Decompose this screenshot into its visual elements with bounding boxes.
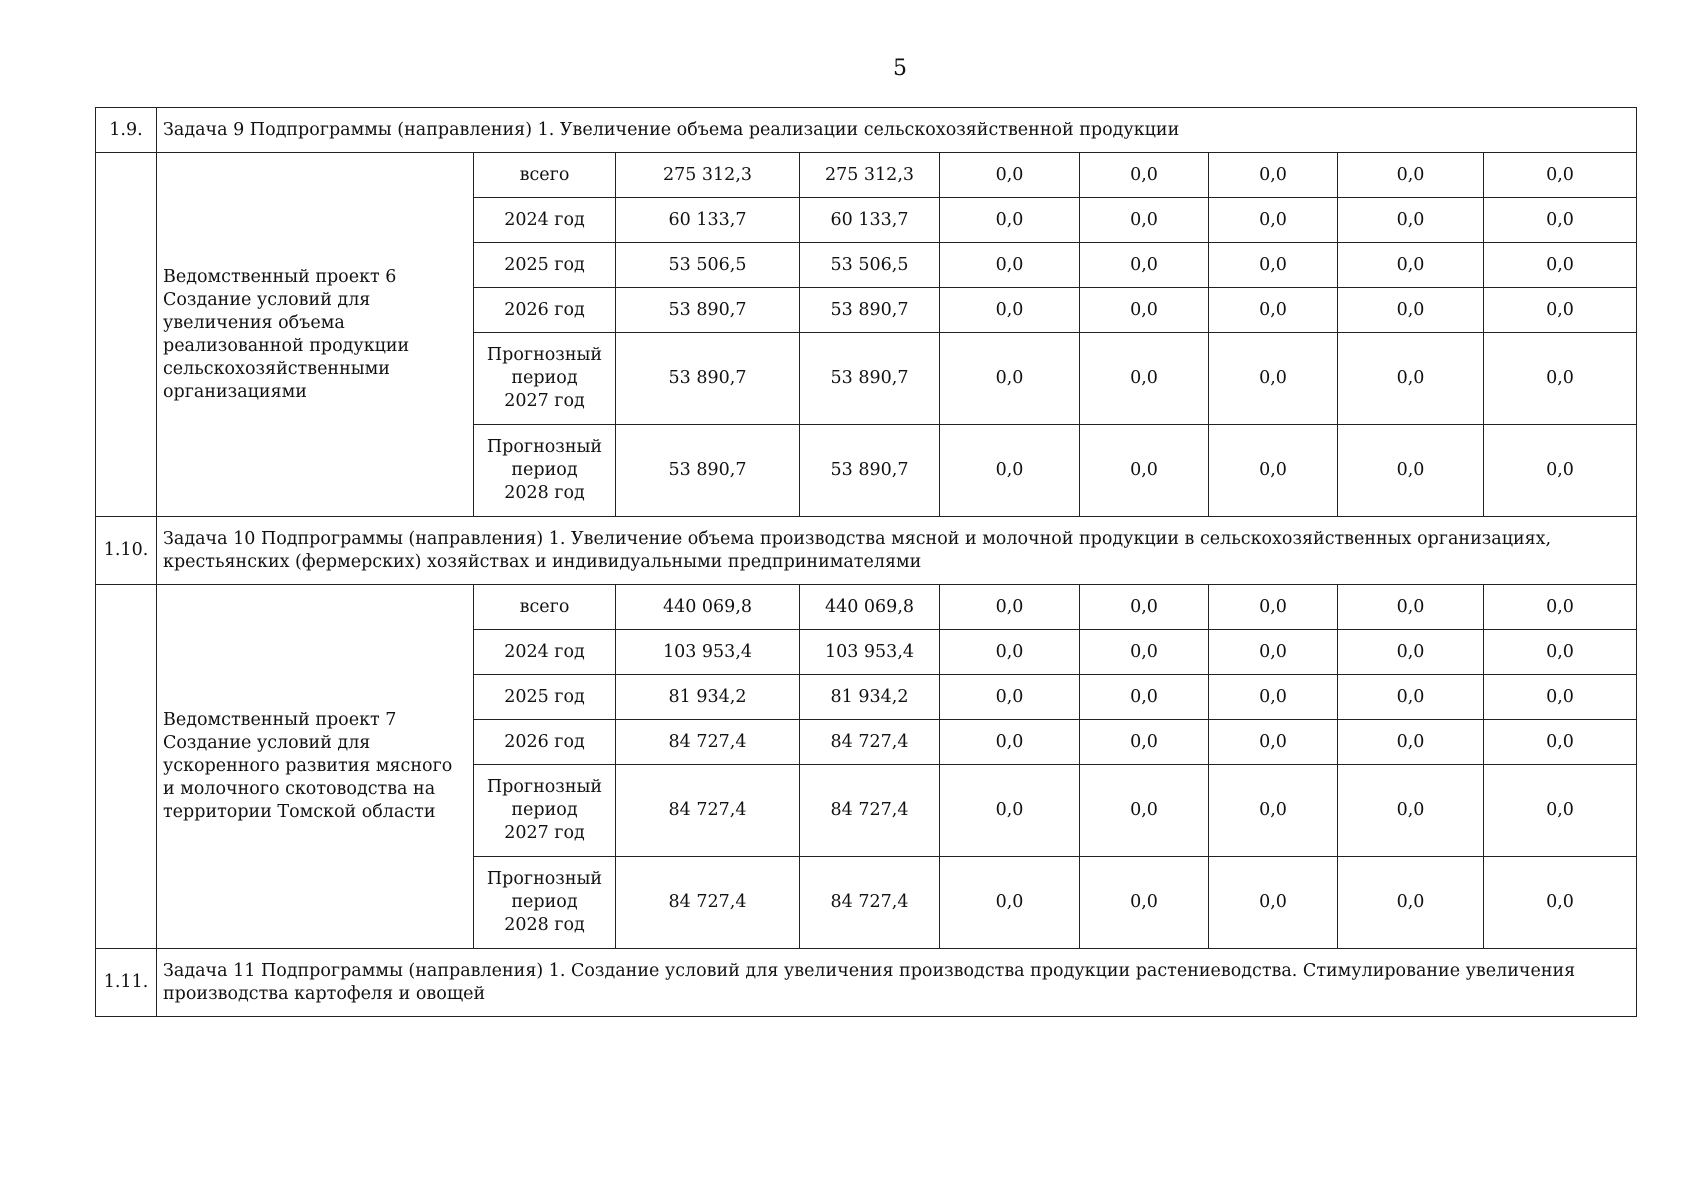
value-cell: 53 890,7 bbox=[800, 288, 940, 333]
value-cell: 0,0 bbox=[1484, 857, 1637, 949]
value-cell: 440 069,8 bbox=[800, 585, 940, 630]
value-cell: 0,0 bbox=[1484, 243, 1637, 288]
value-cell: 0,0 bbox=[1080, 765, 1209, 857]
value-cell: 84 727,4 bbox=[800, 765, 940, 857]
value-cell: 0,0 bbox=[1080, 857, 1209, 949]
value-cell: 275 312,3 bbox=[800, 153, 940, 198]
value-cell: 0,0 bbox=[1338, 857, 1484, 949]
task-row bbox=[96, 949, 1637, 1017]
value-cell: 0,0 bbox=[1484, 198, 1637, 243]
value-cell: 0,0 bbox=[1338, 243, 1484, 288]
value-cell: 0,0 bbox=[1484, 288, 1637, 333]
project-name: Ведомственный проект 7 Создание условий для ускоренного развития мясного и молочного скотоводства на территории Томской области bbox=[157, 585, 474, 949]
value-cell: 0,0 bbox=[940, 288, 1080, 333]
value-cell: 0,0 bbox=[1338, 720, 1484, 765]
value-cell: 0,0 bbox=[1209, 857, 1338, 949]
table-row bbox=[96, 153, 1637, 198]
period-cell: всего bbox=[474, 153, 616, 198]
value-cell: 84 727,4 bbox=[800, 720, 940, 765]
table-body bbox=[96, 108, 1637, 1017]
budget-table bbox=[95, 107, 1637, 1017]
value-cell: 0,0 bbox=[940, 585, 1080, 630]
value-cell: 53 890,7 bbox=[800, 333, 940, 425]
value-cell: 0,0 bbox=[1209, 333, 1338, 425]
value-cell: 0,0 bbox=[1484, 425, 1637, 517]
value-cell: 81 934,2 bbox=[616, 675, 800, 720]
value-cell: 0,0 bbox=[1338, 765, 1484, 857]
empty-number-cell bbox=[96, 585, 157, 949]
value-cell: 0,0 bbox=[1080, 425, 1209, 517]
value-cell: 0,0 bbox=[1080, 198, 1209, 243]
value-cell: 84 727,4 bbox=[616, 765, 800, 857]
value-cell: 0,0 bbox=[1484, 585, 1637, 630]
period-cell: Прогнозный период 2028 год bbox=[474, 857, 616, 949]
value-cell: 0,0 bbox=[1209, 720, 1338, 765]
value-cell: 60 133,7 bbox=[800, 198, 940, 243]
value-cell: 84 727,4 bbox=[616, 720, 800, 765]
value-cell: 0,0 bbox=[1080, 243, 1209, 288]
value-cell: 0,0 bbox=[1484, 765, 1637, 857]
value-cell: 0,0 bbox=[1080, 585, 1209, 630]
value-cell: 0,0 bbox=[1080, 675, 1209, 720]
task-row bbox=[96, 517, 1637, 585]
value-cell: 275 312,3 bbox=[616, 153, 800, 198]
value-cell: 0,0 bbox=[1338, 675, 1484, 720]
value-cell: 0,0 bbox=[940, 425, 1080, 517]
period-cell: Прогнозный период 2027 год bbox=[474, 333, 616, 425]
value-cell: 0,0 bbox=[1080, 720, 1209, 765]
value-cell: 0,0 bbox=[940, 333, 1080, 425]
value-cell: 0,0 bbox=[1484, 720, 1637, 765]
value-cell: 0,0 bbox=[1338, 630, 1484, 675]
value-cell: 84 727,4 bbox=[800, 857, 940, 949]
period-cell: 2024 год bbox=[474, 630, 616, 675]
empty-number-cell bbox=[96, 153, 157, 517]
value-cell: 0,0 bbox=[940, 243, 1080, 288]
value-cell: 53 890,7 bbox=[616, 288, 800, 333]
value-cell: 0,0 bbox=[940, 765, 1080, 857]
value-cell: 53 890,7 bbox=[616, 425, 800, 517]
value-cell: 0,0 bbox=[1209, 765, 1338, 857]
value-cell: 0,0 bbox=[1484, 333, 1637, 425]
value-cell: 0,0 bbox=[1209, 243, 1338, 288]
value-cell: 81 934,2 bbox=[800, 675, 940, 720]
value-cell: 60 133,7 bbox=[616, 198, 800, 243]
table-row bbox=[96, 585, 1637, 630]
value-cell: 0,0 bbox=[1080, 153, 1209, 198]
value-cell: 440 069,8 bbox=[616, 585, 800, 630]
value-cell: 0,0 bbox=[1209, 288, 1338, 333]
value-cell: 0,0 bbox=[1338, 288, 1484, 333]
value-cell: 0,0 bbox=[1080, 630, 1209, 675]
value-cell: 0,0 bbox=[940, 153, 1080, 198]
project-name: Ведомственный проект 6 Создание условий для увеличения объема реализованной продукции сельскохозяйственными организациями bbox=[157, 153, 474, 517]
value-cell: 53 890,7 bbox=[800, 425, 940, 517]
value-cell: 103 953,4 bbox=[800, 630, 940, 675]
value-cell: 0,0 bbox=[1080, 333, 1209, 425]
value-cell: 53 506,5 bbox=[616, 243, 800, 288]
period-cell: 2026 год bbox=[474, 288, 616, 333]
value-cell: 0,0 bbox=[940, 198, 1080, 243]
task-title: Задача 10 Подпрограммы (направления) 1. Увеличение объема производства мясной и молочной продукции в сельскохозяйственных организациях, крестьянских (фермерских) хозяйствах и индивидуальными предпринимателями bbox=[157, 517, 1637, 585]
value-cell: 0,0 bbox=[1338, 198, 1484, 243]
value-cell: 0,0 bbox=[1209, 585, 1338, 630]
value-cell: 0,0 bbox=[940, 720, 1080, 765]
period-cell: Прогнозный период 2028 год bbox=[474, 425, 616, 517]
value-cell: 0,0 bbox=[1209, 425, 1338, 517]
task-title: Задача 9 Подпрограммы (направления) 1. Увеличение объема реализации сельскохозяйственной продукции bbox=[157, 108, 1637, 153]
period-cell: 2025 год bbox=[474, 243, 616, 288]
period-cell: 2025 год bbox=[474, 675, 616, 720]
value-cell: 0,0 bbox=[1209, 153, 1338, 198]
period-cell: Прогнозный период 2027 год bbox=[474, 765, 616, 857]
value-cell: 0,0 bbox=[1080, 288, 1209, 333]
page-number: 5 bbox=[893, 56, 907, 81]
value-cell: 0,0 bbox=[1209, 630, 1338, 675]
task-row bbox=[96, 108, 1637, 153]
value-cell: 0,0 bbox=[1484, 675, 1637, 720]
task-number: 1.9. bbox=[96, 108, 157, 153]
period-cell: 2026 год bbox=[474, 720, 616, 765]
value-cell: 0,0 bbox=[1338, 585, 1484, 630]
value-cell: 0,0 bbox=[940, 630, 1080, 675]
value-cell: 53 890,7 bbox=[616, 333, 800, 425]
value-cell: 0,0 bbox=[1209, 198, 1338, 243]
period-cell: 2024 год bbox=[474, 198, 616, 243]
value-cell: 0,0 bbox=[1484, 153, 1637, 198]
task-number: 1.10. bbox=[96, 517, 157, 585]
value-cell: 0,0 bbox=[1209, 675, 1338, 720]
value-cell: 0,0 bbox=[940, 675, 1080, 720]
value-cell: 0,0 bbox=[1484, 630, 1637, 675]
task-number: 1.11. bbox=[96, 949, 157, 1017]
period-cell: всего bbox=[474, 585, 616, 630]
value-cell: 0,0 bbox=[940, 857, 1080, 949]
value-cell: 0,0 bbox=[1338, 425, 1484, 517]
value-cell: 103 953,4 bbox=[616, 630, 800, 675]
value-cell: 0,0 bbox=[1338, 333, 1484, 425]
value-cell: 84 727,4 bbox=[616, 857, 800, 949]
value-cell: 53 506,5 bbox=[800, 243, 940, 288]
value-cell: 0,0 bbox=[1338, 153, 1484, 198]
task-title: Задача 11 Подпрограммы (направления) 1. Создание условий для увеличения производства продукции растениеводства. Стимулирование увеличения производства картофеля и овощей bbox=[157, 949, 1637, 1017]
